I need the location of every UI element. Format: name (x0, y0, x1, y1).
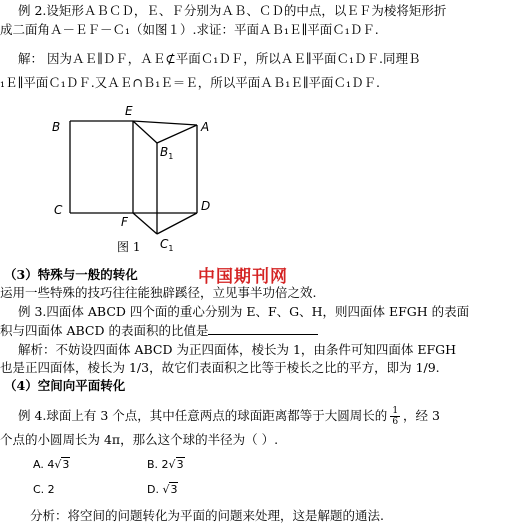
ex2-line1: 例 2.设矩形ＡＢＣＤ，Ｅ、Ｆ分别为ＡＢ、ＣＤ的中点，以ＥＦ为棱将矩形折 (18, 3, 447, 18)
option-b (147, 457, 185, 473)
section4-heading: （4）空间向平面转化 (4, 378, 126, 393)
sqrt-icon: √ (168, 458, 176, 471)
ex2-line2: 成二面角Ａ－ＥＦ－Ｃ₁（如图１）.求证：平面ＡＢ₁Ｅ∥平面Ｃ₁ＤＦ. (0, 22, 379, 37)
label-c: C (54, 203, 63, 217)
label-e: E (125, 104, 133, 118)
ex4-line1 (18, 406, 440, 427)
option-b-label: B. 2 (147, 458, 169, 471)
ex3-line2-text: 积与四面体 ABCD 的表面积的比值是 (0, 323, 209, 338)
ex3-solution-line2: 也是正四面体，棱长为 1/3，故它们表面积之比等于棱长之比的平方，即为 1/9. (0, 360, 440, 375)
label-c1-sub: 1 (168, 244, 174, 253)
label-c1 (160, 237, 173, 253)
sqrt-icon: √ (162, 483, 170, 496)
option-b-radicand: 3 (176, 458, 184, 471)
label-b1 (160, 145, 173, 161)
label-b1-sub: 1 (168, 152, 174, 161)
figure-caption: 图 1 (117, 240, 141, 254)
ex4-line1-b: ，经 3 (403, 408, 440, 423)
sqrt-icon: √ (54, 458, 62, 471)
option-d (147, 482, 178, 498)
option-a-label: A. 4 (33, 458, 55, 471)
option-c-label: C. 2 (33, 483, 55, 496)
option-c (33, 482, 55, 498)
ex3-line2 (0, 321, 318, 340)
ex4-line2: 个点的小圆周长为 4π，那么这个球的半径为（ ）. (0, 432, 279, 447)
option-d-label: D. (147, 483, 163, 496)
ex3-line1: 例 3.四面体 ABCD 四个面的重心分别为 E、F、G、H，则四面体 EFGH 的表面 (18, 304, 470, 319)
figure-lines (70, 121, 197, 234)
label-b: B (52, 120, 61, 134)
fraction-denominator: 6 (392, 417, 399, 427)
option-d-radicand: 3 (170, 483, 178, 496)
option-a-radicand: 3 (62, 458, 70, 471)
ex3-solution-line1: 解析：不妨设四面体 ABCD 为正四面体，棱长为 1，由条件可知四面体 EFGH (18, 342, 457, 357)
label-f: F (121, 215, 128, 229)
ex2-solution-line1: 解： 因为ＡＥ∥ＤＦ，ＡＥ⊄平面Ｃ₁ＤＦ，所以ＡＥ∥平面Ｃ₁ＤＦ.同理Ｂ (18, 51, 421, 66)
section3-heading: （3）特殊与一般的转化 (4, 267, 138, 282)
section3-intro: 运用一些特殊的技巧往往能独辟蹊径，立见事半功倍之效. (0, 285, 317, 300)
answer-blank (208, 321, 318, 335)
option-a (33, 457, 70, 473)
fraction-one-sixth (390, 406, 400, 427)
label-d: D (201, 199, 211, 213)
ex4-line1-a: 例 4.球面上有 3 个点，其中任意两点的球面距离都等于大圆周长的 (18, 408, 388, 423)
label-a: A (201, 120, 210, 134)
ex4-analysis: 分析：将空间的问题转化为平面的问题来处理，这是解题的通法. (30, 508, 384, 523)
ex2-solution-line2: ₁Ｅ∥平面Ｃ₁ＤＦ.又ＡＥ∩Ｂ₁Ｅ＝Ｅ，所以平面ＡＢ₁Ｅ∥平面Ｃ₁ＤＦ. (0, 75, 381, 90)
label-b1-letter: B (160, 145, 169, 159)
fraction-numerator: 1 (392, 406, 399, 416)
label-c1-letter: C (160, 237, 169, 251)
watermark-text: 中国期刊网 (198, 267, 288, 287)
